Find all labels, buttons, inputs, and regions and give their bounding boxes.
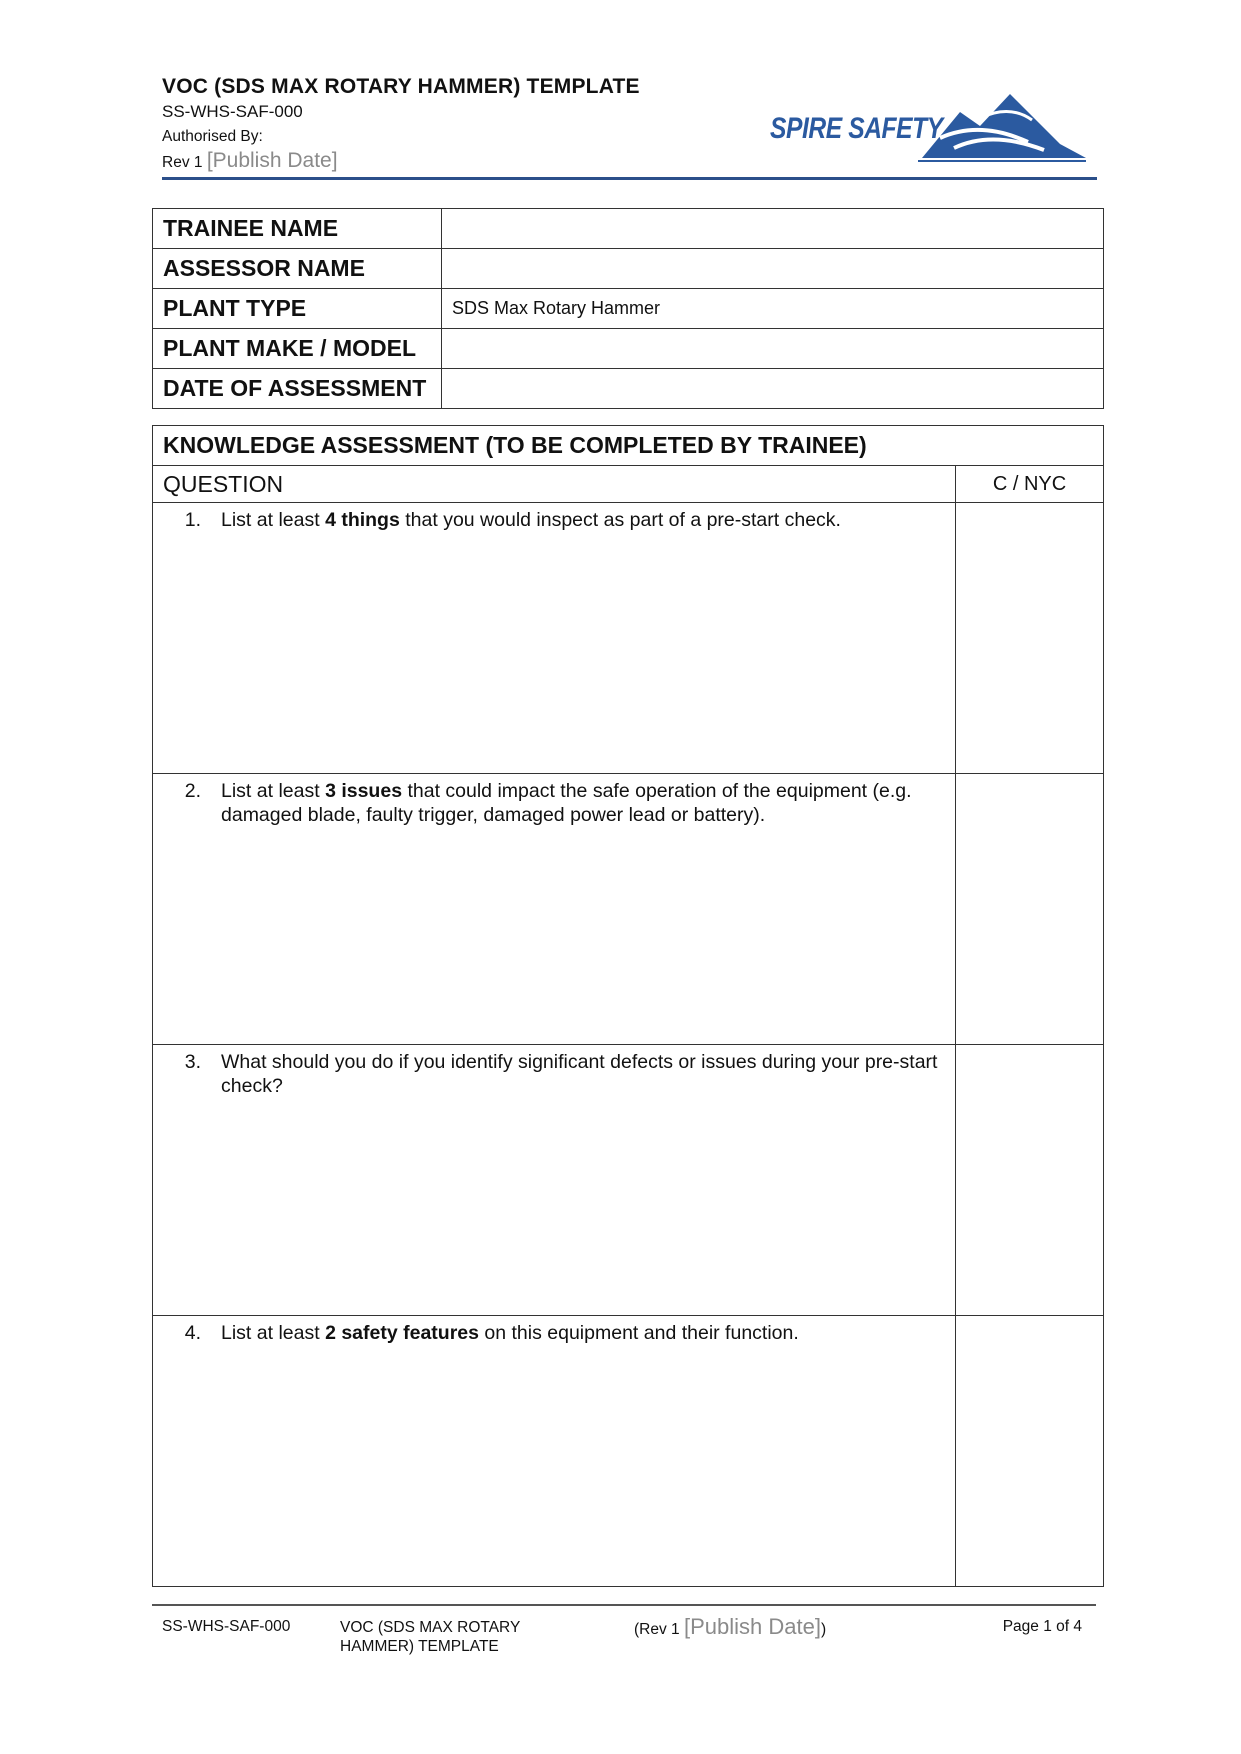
plant-type-field[interactable]: SDS Max Rotary Hammer [442,289,1104,329]
document-footer [162,1614,1082,1668]
table-header-row [153,466,1104,503]
plant-make-model-label: PLANT MAKE / MODEL [153,329,442,369]
footer-revision: (Rev 1 [Publish Date]) [634,1614,827,1639]
table-row [153,369,1104,409]
table-row [153,426,1104,466]
header-divider [162,177,1097,180]
table-row [153,249,1104,289]
table-row [153,289,1104,329]
plant-make-model-field[interactable] [442,329,1104,369]
trainee-name-label: TRAINEE NAME [153,209,442,249]
mountain-logo-icon [910,90,1090,162]
footer-document-title: VOC (SDS MAX ROTARY HAMMER) TEMPLATE [340,1619,521,1655]
question-answer-area[interactable] [153,774,956,1045]
question-text: List at least 4 things that you would inspect as part of a pre-start check. [221,509,841,531]
question-number: 3. [184,1051,201,1073]
page-number: Page 1 of 4 [1002,1618,1082,1635]
question-number: 1. [184,509,201,531]
document-code: SS-WHS-SAF-000 [162,102,303,121]
logo-text: SPIRE SAFETY [770,112,943,145]
table-row [153,209,1104,249]
result-cell[interactable] [956,774,1104,1045]
trainee-info-table [152,208,1104,409]
question-row [153,774,1104,1045]
assessor-name-label: ASSESSOR NAME [153,249,442,289]
knowledge-assessment-table [152,425,1104,1587]
document-title: VOC (SDS MAX ROTARY HAMMER) TEMPLATE [162,75,640,98]
question-answer-area[interactable] [153,1045,956,1316]
date-of-assessment-field[interactable] [442,369,1104,409]
date-of-assessment-label: DATE OF ASSESSMENT [153,369,442,409]
question-text: List at least 3 issues that could impact the safe operation of the equipment (e.g. damaged blade, faulty trigger, damaged power lead or battery). [221,780,912,826]
knowledge-assessment-title: KNOWLEDGE ASSESSMENT (TO BE COMPLETED BY TRAINEE) [153,426,1104,466]
question-row [153,1045,1104,1316]
revision-label: Rev 1 [162,154,207,171]
trainee-name-field[interactable] [442,209,1104,249]
footer-document-code: SS-WHS-SAF-000 [162,1618,291,1635]
result-cell[interactable] [956,1316,1104,1587]
question-answer-area[interactable] [153,1316,956,1587]
revision [162,149,338,173]
question-number: 4. [184,1322,201,1344]
footer-divider [152,1604,1096,1606]
table-row [153,329,1104,369]
spire-safety-logo [770,90,1090,162]
footer-publish-date: [Publish Date] [683,1614,821,1639]
result-cell[interactable] [956,503,1104,774]
question-text: List at least 2 safety features on this equipment and their function. [221,1322,799,1344]
question-row [153,503,1104,774]
result-cell[interactable] [956,1045,1104,1316]
publish-date-field[interactable]: [Publish Date] [206,149,338,172]
plant-type-label: PLANT TYPE [153,289,442,329]
question-number: 2. [184,780,201,802]
question-column-header: QUESTION [153,466,956,503]
question-text: What should you do if you identify significant defects or issues during your pre-start check? [221,1051,938,1097]
result-column-header: C / NYC [956,466,1104,503]
question-answer-area[interactable] [153,503,956,774]
question-row [153,1316,1104,1587]
assessor-name-field[interactable] [442,249,1104,289]
authorised-by: Authorised By: [162,128,263,145]
